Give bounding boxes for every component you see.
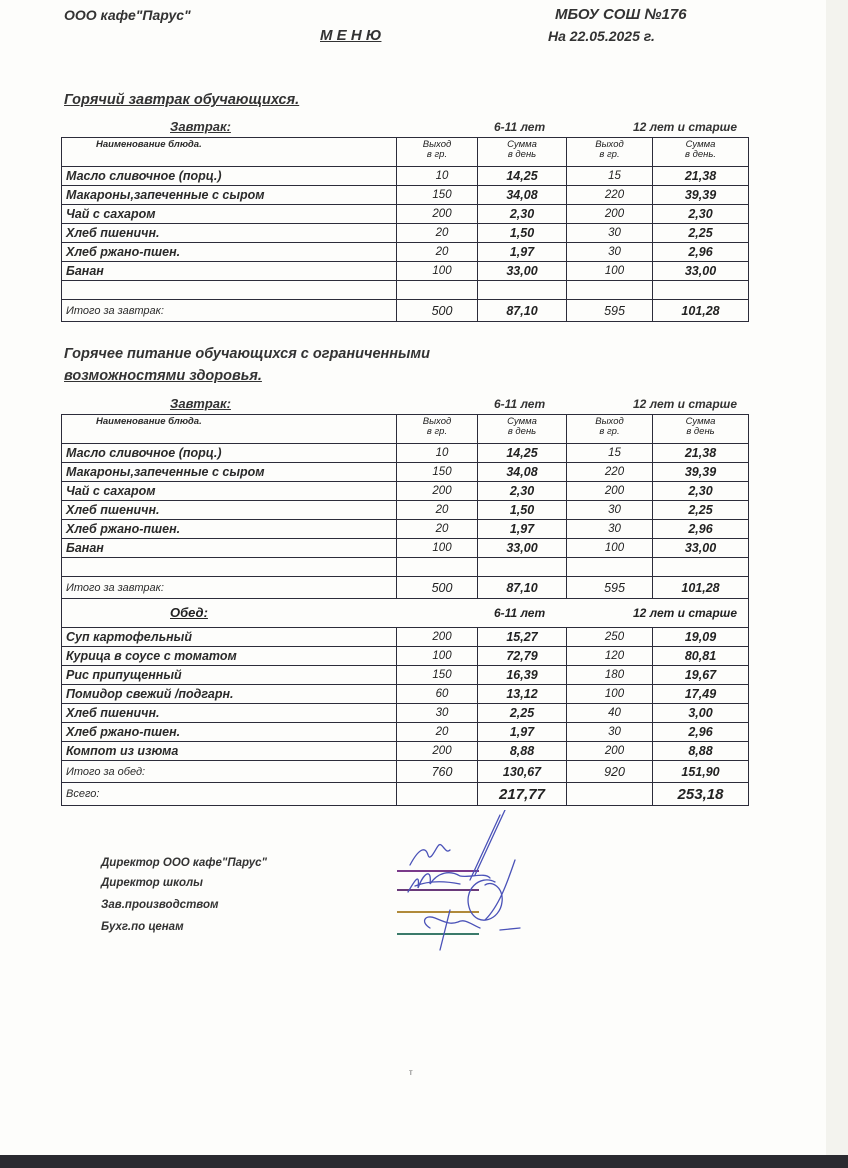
- dish-name: Хлеб пшеничн.: [62, 704, 397, 723]
- sum-12plus: 2,96: [653, 520, 749, 539]
- qty-12plus: 100: [567, 262, 653, 281]
- table-row: [62, 243, 749, 262]
- total-label: Итого за завтрак:: [62, 577, 397, 599]
- table-row: [62, 742, 749, 761]
- qty-6-11: 20: [397, 723, 478, 742]
- table-row: [62, 463, 749, 482]
- sum-6-11: 14,25: [478, 444, 567, 463]
- table-header-row: [62, 415, 749, 444]
- section1-meal-label: Завтрак:: [170, 119, 231, 134]
- total-qty-12plus: 595: [567, 300, 653, 322]
- dish-name: Суп картофельный: [62, 628, 397, 647]
- breakfast-table-1: [61, 137, 749, 322]
- dish-name: Компот из изюма: [62, 742, 397, 761]
- col-header-name: Наименование блюда.: [62, 138, 397, 167]
- qty-12plus: 30: [567, 723, 653, 742]
- sum-6-11: 2,25: [478, 704, 567, 723]
- qty-12plus: 200: [567, 205, 653, 224]
- school-name: МБОУ СОШ №176: [555, 6, 687, 23]
- table-row: [62, 262, 749, 281]
- table-row: [62, 723, 749, 742]
- dish-name: Хлеб ржано-пшен.: [62, 723, 397, 742]
- grand-total-qty-6-11: [397, 783, 478, 806]
- qty-12plus: 30: [567, 243, 653, 262]
- qty-6-11: 60: [397, 685, 478, 704]
- qty-12plus: 220: [567, 186, 653, 205]
- breakfast-table-2: [61, 414, 749, 806]
- sum-12plus: 2,96: [653, 243, 749, 262]
- dish-name: Масло сливочное (порц.): [62, 167, 397, 186]
- sum-6-11: 1,50: [478, 501, 567, 520]
- table-row: [62, 186, 749, 205]
- signature-label-cafe-director: Директор ООО кафе"Парус": [101, 857, 267, 869]
- table-row: [62, 704, 749, 723]
- col-header-sum1: Сумма в день: [478, 138, 567, 167]
- table-row: [62, 224, 749, 243]
- qty-6-11: 100: [397, 262, 478, 281]
- qty-6-11: 150: [397, 186, 478, 205]
- dish-name: Хлеб пшеничн.: [62, 501, 397, 520]
- dish-name: Банан: [62, 539, 397, 558]
- dish-name: Чай с сахаром: [62, 482, 397, 501]
- section1-title: Горячий завтрак обучающихся.: [64, 92, 300, 108]
- grand-total-sum-6-11: 217,77: [478, 783, 567, 806]
- sum-6-11: 33,00: [478, 539, 567, 558]
- table-row: [62, 647, 749, 666]
- scan-edge-shade: [826, 0, 848, 1155]
- qty-6-11: 200: [397, 482, 478, 501]
- qty-12plus: 15: [567, 444, 653, 463]
- col-header-qty1: Выход в гр.: [397, 138, 478, 167]
- table-row: [62, 167, 749, 186]
- col-header-sum1: Сумма в день: [478, 415, 567, 444]
- signature-label-school-director: Директор школы: [101, 877, 203, 889]
- section2-title-line2: возможностями здоровья.: [64, 368, 262, 384]
- sum-6-11: 1,97: [478, 723, 567, 742]
- total-row: [62, 300, 749, 322]
- sum-6-11: 2,30: [478, 482, 567, 501]
- qty-6-11: 200: [397, 742, 478, 761]
- sum-6-11: 15,27: [478, 628, 567, 647]
- col-header-sum2: Сумма в день: [653, 415, 749, 444]
- col-header-sum2: Сумма в день.: [653, 138, 749, 167]
- total-qty-12plus: 595: [567, 577, 653, 599]
- qty-12plus: 180: [567, 666, 653, 685]
- qty-12plus: 200: [567, 742, 653, 761]
- section1-age-group-1: 6-11 лет: [494, 120, 546, 134]
- signature-label-production-head: Зав.производством: [101, 899, 219, 911]
- grand-total-qty-12plus: [567, 783, 653, 806]
- lunch-total-row: [62, 761, 749, 783]
- qty-12plus: 100: [567, 539, 653, 558]
- sum-6-11: 13,12: [478, 685, 567, 704]
- total-sum-6-11: 87,10: [478, 300, 567, 322]
- total-qty-12plus: 920: [567, 761, 653, 783]
- section2-title-line1: Горячее питание обучающихся с ограниченными: [64, 346, 430, 362]
- qty-6-11: 200: [397, 205, 478, 224]
- sum-6-11: 8,88: [478, 742, 567, 761]
- section1-age-group-2: 12 лет и старше: [633, 120, 738, 134]
- qty-6-11: 150: [397, 463, 478, 482]
- dish-name: Курица в соусе с томатом: [62, 647, 397, 666]
- total-label: Итого за обед:: [62, 761, 397, 783]
- dish-name: Хлеб ржано-пшен.: [62, 243, 397, 262]
- menu-date: На 22.05.2025 г.: [548, 28, 655, 44]
- qty-12plus: 40: [567, 704, 653, 723]
- dish-name: Хлеб ржано-пшен.: [62, 520, 397, 539]
- qty-6-11: 150: [397, 666, 478, 685]
- qty-6-11: 10: [397, 167, 478, 186]
- qty-12plus: 250: [567, 628, 653, 647]
- sum-6-11: 34,08: [478, 186, 567, 205]
- qty-6-11: 20: [397, 224, 478, 243]
- sum-6-11: 1,50: [478, 224, 567, 243]
- table-row: [62, 685, 749, 704]
- table-row: [62, 444, 749, 463]
- dish-name: Масло сливочное (порц.): [62, 444, 397, 463]
- lunch-age-group-2: 12 лет и старше: [633, 606, 738, 620]
- sum-12plus: 19,09: [653, 628, 749, 647]
- sum-6-11: 1,97: [478, 243, 567, 262]
- sum-12plus: 2,25: [653, 501, 749, 520]
- dish-name: Макароны,запеченные с сыром: [62, 463, 397, 482]
- sum-12plus: 33,00: [653, 539, 749, 558]
- grand-total-label: Всего:: [62, 783, 397, 806]
- sum-6-11: 34,08: [478, 463, 567, 482]
- company-name: ООО кафе"Парус": [64, 7, 191, 23]
- col-header-qty1: Выход в гр.: [397, 415, 478, 444]
- qty-6-11: 100: [397, 539, 478, 558]
- page-mark: т: [409, 1068, 413, 1077]
- dish-name: Чай с сахаром: [62, 205, 397, 224]
- section2-age-group-1: 6-11 лет: [494, 397, 546, 411]
- table-row: [62, 205, 749, 224]
- qty-12plus: 100: [567, 685, 653, 704]
- table-row: [62, 666, 749, 685]
- total-label: Итого за завтрак:: [62, 300, 397, 322]
- sum-12plus: 39,39: [653, 186, 749, 205]
- col-header-qty2: Выход в гр.: [567, 138, 653, 167]
- total-sum-6-11: 87,10: [478, 577, 567, 599]
- qty-12plus: 200: [567, 482, 653, 501]
- sum-12plus: 21,38: [653, 167, 749, 186]
- sum-12plus: 39,39: [653, 463, 749, 482]
- dish-name: Банан: [62, 262, 397, 281]
- section2-meal-label: Завтрак:: [170, 396, 231, 411]
- table-header-row: [62, 138, 749, 167]
- qty-6-11: 30: [397, 704, 478, 723]
- sum-6-11: 72,79: [478, 647, 567, 666]
- sum-12plus: 2,96: [653, 723, 749, 742]
- total-qty-6-11: 500: [397, 300, 478, 322]
- lunch-age-group-1: 6-11 лет: [494, 606, 546, 620]
- dish-name: Рис припущенный: [62, 666, 397, 685]
- sum-12plus: 19,67: [653, 666, 749, 685]
- qty-12plus: 15: [567, 167, 653, 186]
- sum-6-11: 1,97: [478, 520, 567, 539]
- qty-12plus: 120: [567, 647, 653, 666]
- col-header-name: Наименование блюда.: [62, 415, 397, 444]
- qty-12plus: 220: [567, 463, 653, 482]
- sum-12plus: 8,88: [653, 742, 749, 761]
- col-header-qty2: Выход в гр.: [567, 415, 653, 444]
- empty-row: [62, 281, 749, 300]
- table-row: [62, 520, 749, 539]
- sum-12plus: 21,38: [653, 444, 749, 463]
- total-row: [62, 577, 749, 599]
- sum-6-11: 16,39: [478, 666, 567, 685]
- lunch-meal-label: Обед:: [170, 605, 208, 620]
- qty-6-11: 100: [397, 647, 478, 666]
- dish-name: Хлеб пшеничн.: [62, 224, 397, 243]
- table-row: [62, 501, 749, 520]
- signature-label-accountant: Бухг.по ценам: [101, 921, 184, 933]
- lunch-header-row: [62, 599, 749, 628]
- qty-6-11: 20: [397, 501, 478, 520]
- total-sum-6-11: 130,67: [478, 761, 567, 783]
- table-row: [62, 628, 749, 647]
- sum-12plus: 3,00: [653, 704, 749, 723]
- sum-12plus: 2,30: [653, 482, 749, 501]
- sum-12plus: 33,00: [653, 262, 749, 281]
- total-qty-6-11: 760: [397, 761, 478, 783]
- sum-12plus: 17,49: [653, 685, 749, 704]
- handwritten-signatures: [390, 810, 530, 955]
- qty-6-11: 200: [397, 628, 478, 647]
- page-title: М Е Н Ю: [320, 27, 382, 44]
- sum-6-11: 14,25: [478, 167, 567, 186]
- total-sum-12plus: 101,28: [653, 577, 749, 599]
- dish-name: Помидор свежий /подгарн.: [62, 685, 397, 704]
- sum-6-11: 2,30: [478, 205, 567, 224]
- qty-6-11: 20: [397, 243, 478, 262]
- section2-age-group-2: 12 лет и старше: [633, 397, 738, 411]
- table-row: [62, 539, 749, 558]
- sum-6-11: 33,00: [478, 262, 567, 281]
- sum-12plus: 2,30: [653, 205, 749, 224]
- scanner-edge: [0, 1155, 848, 1168]
- total-qty-6-11: 500: [397, 577, 478, 599]
- total-sum-12plus: 151,90: [653, 761, 749, 783]
- empty-row: [62, 558, 749, 577]
- qty-12plus: 30: [567, 224, 653, 243]
- qty-12plus: 30: [567, 501, 653, 520]
- sum-12plus: 80,81: [653, 647, 749, 666]
- grand-total-sum-12plus: 253,18: [653, 783, 749, 806]
- total-sum-12plus: 101,28: [653, 300, 749, 322]
- qty-6-11: 20: [397, 520, 478, 539]
- table-row: [62, 482, 749, 501]
- sum-12plus: 2,25: [653, 224, 749, 243]
- grand-total-row: [62, 783, 749, 806]
- dish-name: Макароны,запеченные с сыром: [62, 186, 397, 205]
- qty-12plus: 30: [567, 520, 653, 539]
- qty-6-11: 10: [397, 444, 478, 463]
